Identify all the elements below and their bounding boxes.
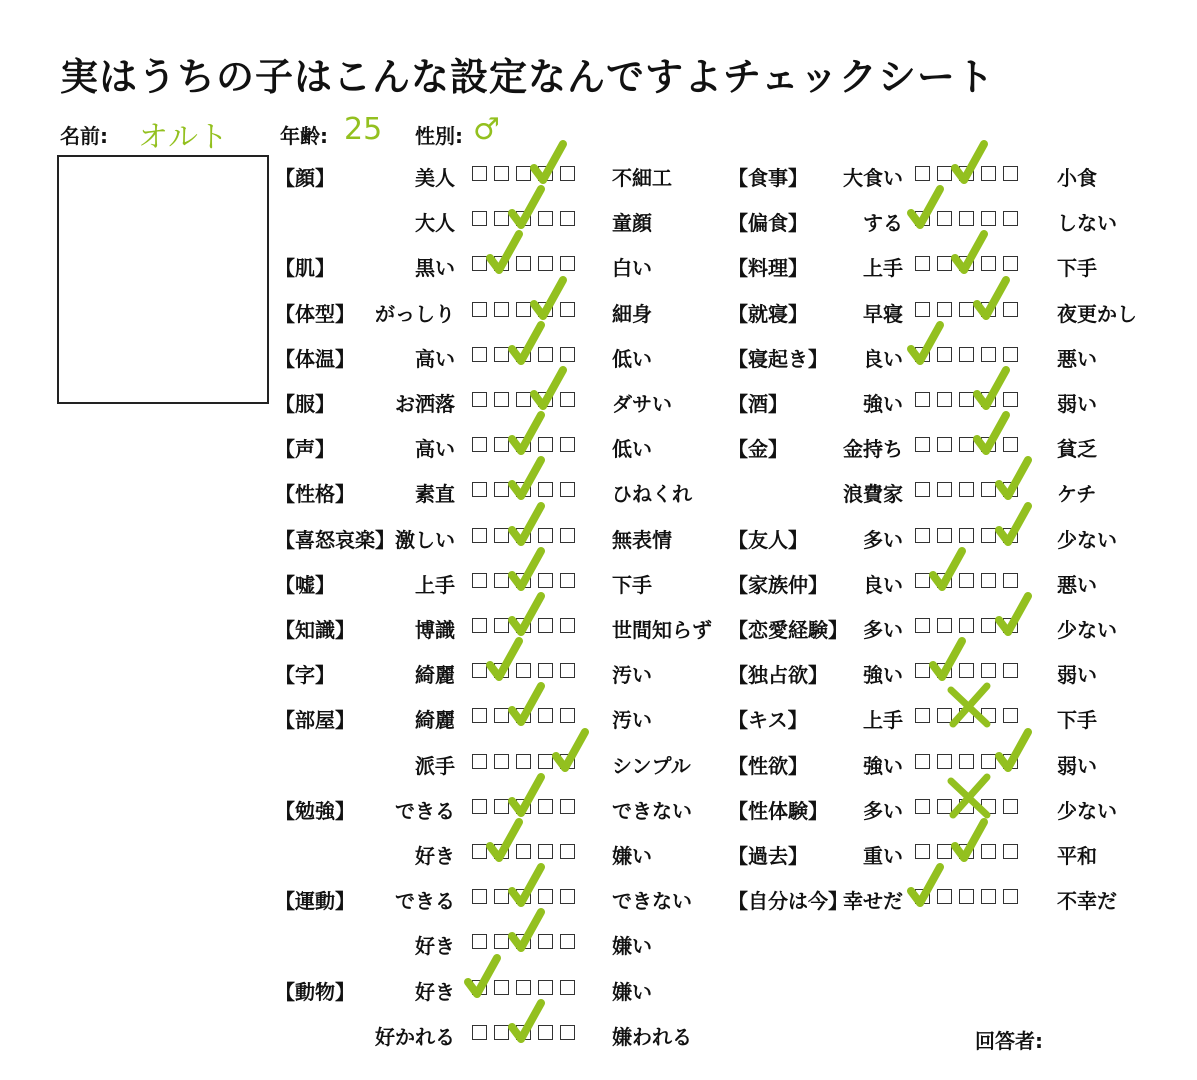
rating-boxes bbox=[915, 211, 1018, 226]
row-right-option: 少ない bbox=[1057, 527, 1117, 552]
row-category: 【喜怒哀楽】 bbox=[275, 527, 395, 552]
row-left-option: 良い bbox=[863, 346, 903, 371]
row-left-option: できる bbox=[395, 798, 455, 823]
rating-box-1[interactable] bbox=[915, 302, 930, 317]
right-checklist-row bbox=[0, 296, 1197, 324]
row-right-option: 小食 bbox=[1057, 166, 1097, 190]
rating-box-2[interactable] bbox=[494, 934, 509, 949]
row-right-option: 不細工 bbox=[612, 166, 672, 190]
row-left-option: 綺麗 bbox=[415, 708, 455, 733]
row-left-option: 好き bbox=[415, 979, 455, 1004]
rating-box-5[interactable] bbox=[560, 1025, 575, 1040]
rating-box-4[interactable] bbox=[981, 347, 996, 362]
rating-box-1[interactable] bbox=[915, 889, 930, 904]
row-category: 【運動】 bbox=[275, 889, 355, 914]
right-checklist-row bbox=[0, 522, 1197, 550]
rating-box-2[interactable] bbox=[937, 347, 952, 362]
row-category: 【体型】 bbox=[275, 301, 355, 326]
age-label: 年齢: bbox=[280, 124, 328, 148]
row-left-option: 好き bbox=[415, 844, 455, 868]
rating-boxes bbox=[472, 980, 575, 995]
row-right-option: 不幸だ bbox=[1057, 889, 1117, 914]
rating-box-4[interactable] bbox=[981, 663, 996, 678]
row-left-option: 上手 bbox=[863, 256, 903, 281]
right-checklist-row bbox=[0, 838, 1197, 866]
rating-box-2[interactable] bbox=[494, 1025, 509, 1040]
row-left-option: 金持ち bbox=[843, 437, 903, 462]
rating-box-1[interactable] bbox=[915, 211, 930, 226]
row-left-option: できる bbox=[395, 889, 455, 914]
rating-box-3[interactable] bbox=[959, 347, 974, 362]
row-left-option: 高い bbox=[415, 437, 455, 462]
row-category: 【料理】 bbox=[728, 256, 808, 281]
rating-boxes bbox=[915, 708, 1018, 723]
rating-box-2[interactable] bbox=[937, 844, 952, 859]
rating-box-1[interactable] bbox=[472, 980, 487, 995]
rating-box-1[interactable] bbox=[915, 437, 930, 452]
rating-box-5[interactable] bbox=[1003, 663, 1018, 678]
rating-boxes bbox=[915, 347, 1018, 362]
rating-box-3[interactable] bbox=[959, 302, 974, 317]
rating-box-1[interactable] bbox=[915, 708, 930, 723]
right-checklist-row bbox=[0, 748, 1197, 776]
row-left-option: 高い bbox=[415, 346, 455, 371]
rating-box-4[interactable] bbox=[981, 618, 996, 633]
row-category: 【体温】 bbox=[275, 346, 355, 371]
rating-box-4[interactable] bbox=[538, 934, 553, 949]
rating-box-1[interactable] bbox=[915, 573, 930, 588]
rating-box-2[interactable] bbox=[937, 437, 952, 452]
right-checklist-row bbox=[0, 702, 1197, 733]
row-right-option: 嫌い bbox=[612, 979, 652, 1004]
row-right-option: 低い bbox=[612, 346, 652, 371]
row-category: 【偏食】 bbox=[728, 211, 808, 236]
row-left-option: 好き bbox=[415, 934, 455, 959]
row-category: 【自分は今】 bbox=[728, 889, 848, 914]
row-right-option: 下手 bbox=[1057, 708, 1097, 733]
row-right-option: しない bbox=[1057, 211, 1117, 236]
left-checklist-row bbox=[0, 974, 1197, 1002]
rating-boxes bbox=[915, 844, 1018, 859]
rating-boxes bbox=[915, 437, 1018, 452]
row-category: 【食事】 bbox=[728, 166, 808, 190]
right-checklist-row bbox=[0, 386, 1197, 414]
row-left-option: 強い bbox=[863, 392, 903, 416]
row-right-option: シンプル bbox=[612, 753, 691, 778]
rating-box-3[interactable] bbox=[959, 166, 974, 181]
row-left-option: お洒落 bbox=[395, 392, 455, 416]
row-category: 【寝起き】 bbox=[728, 346, 828, 371]
rating-box-5[interactable] bbox=[1003, 392, 1018, 407]
rating-box-4[interactable] bbox=[981, 528, 996, 543]
right-checklist-row bbox=[0, 160, 1197, 188]
rating-box-4[interactable] bbox=[538, 1025, 553, 1040]
row-right-option: 少ない bbox=[1057, 798, 1117, 823]
row-category: 【家族仲】 bbox=[728, 572, 828, 597]
row-right-option: 低い bbox=[612, 437, 652, 462]
gender-value: ♂ bbox=[473, 112, 500, 147]
rating-box-5[interactable] bbox=[1003, 799, 1018, 814]
rating-box-2[interactable] bbox=[937, 302, 952, 317]
row-left-option: 良い bbox=[863, 572, 903, 597]
rating-box-3[interactable] bbox=[959, 799, 974, 814]
rating-box-2[interactable] bbox=[937, 482, 952, 497]
rating-box-1[interactable] bbox=[915, 482, 930, 497]
row-category: 【勉強】 bbox=[275, 798, 355, 823]
rating-box-5[interactable] bbox=[560, 934, 575, 949]
rating-boxes bbox=[915, 618, 1018, 633]
row-category: 【友人】 bbox=[728, 527, 808, 552]
row-left-option: する bbox=[863, 211, 903, 236]
rating-box-1[interactable] bbox=[915, 663, 930, 678]
row-category: 【就寝】 bbox=[728, 301, 808, 326]
rating-box-3[interactable] bbox=[959, 256, 974, 271]
row-right-option: 下手 bbox=[612, 572, 652, 597]
rating-box-1[interactable] bbox=[915, 844, 930, 859]
rating-box-4[interactable] bbox=[538, 980, 553, 995]
rating-boxes bbox=[915, 754, 1018, 769]
rating-box-2[interactable] bbox=[937, 166, 952, 181]
right-checklist-row bbox=[0, 205, 1197, 236]
rating-box-4[interactable] bbox=[981, 437, 996, 452]
rating-box-3[interactable] bbox=[516, 934, 531, 949]
rating-box-2[interactable] bbox=[937, 256, 952, 271]
rating-box-3[interactable] bbox=[516, 1025, 531, 1040]
rating-boxes bbox=[472, 934, 575, 949]
rating-boxes bbox=[472, 1025, 575, 1040]
right-checklist-row bbox=[0, 341, 1197, 369]
row-left-option: 綺麗 bbox=[415, 663, 455, 688]
row-category: 【服】 bbox=[275, 392, 335, 416]
row-left-option: 美人 bbox=[415, 166, 455, 190]
rating-box-2[interactable] bbox=[937, 618, 952, 633]
row-left-option: 浪費家 bbox=[843, 482, 903, 507]
row-right-option: 弱い bbox=[1057, 753, 1097, 778]
rating-box-5[interactable] bbox=[1003, 844, 1018, 859]
row-right-option: ケチ bbox=[1057, 482, 1097, 507]
row-left-option: 素直 bbox=[415, 482, 455, 507]
rating-boxes bbox=[915, 663, 1018, 678]
rating-box-2[interactable] bbox=[937, 889, 952, 904]
row-right-option: 世間知らず bbox=[612, 618, 712, 642]
row-left-option: 激しい bbox=[395, 527, 455, 552]
rating-box-1[interactable] bbox=[915, 166, 930, 181]
row-right-option: 汚い bbox=[612, 708, 652, 733]
rating-box-5[interactable] bbox=[1003, 302, 1018, 317]
row-right-option: 細身 bbox=[612, 301, 652, 326]
row-right-option: 悪い bbox=[1057, 572, 1097, 597]
rating-box-5[interactable] bbox=[1003, 256, 1018, 271]
rating-box-4[interactable] bbox=[981, 392, 996, 407]
rating-box-3[interactable] bbox=[959, 618, 974, 633]
row-category: 【酒】 bbox=[728, 392, 788, 416]
row-left-option: 好かれる bbox=[375, 1024, 455, 1049]
row-left-option: 上手 bbox=[415, 572, 455, 597]
row-right-option: 悪い bbox=[1057, 346, 1097, 371]
row-category: 【金】 bbox=[728, 437, 788, 462]
row-category: 【過去】 bbox=[728, 844, 808, 868]
rating-box-3[interactable] bbox=[959, 528, 974, 543]
row-right-option: 童顔 bbox=[612, 211, 652, 236]
rating-box-5[interactable] bbox=[1003, 166, 1018, 181]
row-category: 【性欲】 bbox=[728, 753, 808, 778]
rating-box-1[interactable] bbox=[915, 392, 930, 407]
right-checklist-row bbox=[0, 431, 1197, 462]
row-right-option: 無表情 bbox=[612, 527, 672, 552]
rating-box-4[interactable] bbox=[981, 708, 996, 723]
row-left-option: 強い bbox=[863, 753, 903, 778]
row-category: 【動物】 bbox=[275, 979, 355, 1004]
row-right-option: 貧乏 bbox=[1057, 437, 1097, 462]
right-checklist-row bbox=[0, 476, 1197, 507]
rating-box-2[interactable] bbox=[937, 708, 952, 723]
row-left-option: 大食い bbox=[843, 166, 903, 190]
row-right-option: 嫌い bbox=[612, 934, 652, 959]
rating-box-3[interactable] bbox=[516, 980, 531, 995]
rating-box-2[interactable] bbox=[937, 392, 952, 407]
row-left-option: 多い bbox=[863, 618, 903, 642]
rating-box-1[interactable] bbox=[915, 618, 930, 633]
row-left-option: 強い bbox=[863, 663, 903, 688]
sheet-title: 実はうちの子はこんな設定なんですよチェックシート bbox=[60, 55, 995, 99]
rating-box-3[interactable] bbox=[959, 482, 974, 497]
rating-box-2[interactable] bbox=[937, 754, 952, 769]
row-left-option: 黒い bbox=[415, 256, 455, 281]
name-label: 名前: bbox=[60, 124, 108, 148]
rating-box-1[interactable] bbox=[915, 528, 930, 543]
right-checklist-row bbox=[0, 567, 1197, 595]
row-left-option: 多い bbox=[863, 527, 903, 552]
rating-box-5[interactable] bbox=[1003, 754, 1018, 769]
rating-box-5[interactable] bbox=[1003, 528, 1018, 543]
rating-box-3[interactable] bbox=[959, 211, 974, 226]
rating-box-1[interactable] bbox=[915, 347, 930, 362]
rating-boxes bbox=[915, 799, 1018, 814]
rating-box-5[interactable] bbox=[1003, 211, 1018, 226]
rating-box-1[interactable] bbox=[915, 256, 930, 271]
rating-box-5[interactable] bbox=[1003, 618, 1018, 633]
rating-box-1[interactable] bbox=[472, 934, 487, 949]
rating-box-2[interactable] bbox=[494, 980, 509, 995]
rating-box-2[interactable] bbox=[937, 211, 952, 226]
rating-box-5[interactable] bbox=[1003, 889, 1018, 904]
answerer-label: 回答者: bbox=[975, 1029, 1043, 1053]
row-category: 【キス】 bbox=[728, 708, 808, 733]
rating-box-3[interactable] bbox=[959, 392, 974, 407]
row-category: 【恋愛経験】 bbox=[728, 618, 848, 642]
row-right-option: 少ない bbox=[1057, 618, 1117, 642]
rating-box-3[interactable] bbox=[959, 844, 974, 859]
rating-box-3[interactable] bbox=[959, 573, 974, 588]
row-category: 【字】 bbox=[275, 663, 335, 688]
right-checklist-row bbox=[0, 250, 1197, 281]
rating-box-5[interactable] bbox=[1003, 708, 1018, 723]
rating-box-4[interactable] bbox=[981, 482, 996, 497]
row-category: 【肌】 bbox=[275, 256, 335, 281]
row-left-option: がっしり bbox=[375, 301, 455, 326]
row-category: 【声】 bbox=[275, 437, 335, 462]
row-left-option: 多い bbox=[863, 798, 903, 823]
rating-box-4[interactable] bbox=[981, 844, 996, 859]
row-right-option: 嫌い bbox=[612, 844, 652, 868]
rating-box-5[interactable] bbox=[560, 980, 575, 995]
rating-box-3[interactable] bbox=[959, 889, 974, 904]
left-checklist-row bbox=[0, 928, 1197, 959]
rating-box-5[interactable] bbox=[1003, 573, 1018, 588]
rating-box-4[interactable] bbox=[981, 754, 996, 769]
row-right-option: 嫌われる bbox=[612, 1024, 692, 1049]
row-right-option: 平和 bbox=[1057, 844, 1097, 868]
right-checklist-row bbox=[0, 612, 1197, 640]
row-right-option: ダサい bbox=[612, 392, 672, 416]
rating-box-2[interactable] bbox=[937, 528, 952, 543]
rating-box-2[interactable] bbox=[937, 799, 952, 814]
rating-box-3[interactable] bbox=[959, 708, 974, 723]
rating-box-4[interactable] bbox=[981, 256, 996, 271]
age-value: 25 bbox=[344, 112, 383, 147]
rating-box-2[interactable] bbox=[937, 573, 952, 588]
row-category: 【知識】 bbox=[275, 618, 355, 642]
right-checklist-row bbox=[0, 793, 1197, 821]
row-left-option: 幸せだ bbox=[843, 889, 903, 914]
row-category: 【部屋】 bbox=[275, 708, 355, 733]
row-category: 【嘘】 bbox=[275, 572, 335, 597]
row-left-option: 早寝 bbox=[863, 301, 903, 326]
row-right-option: ひねくれ bbox=[612, 482, 692, 507]
row-left-option: 上手 bbox=[863, 708, 903, 733]
rating-box-3[interactable] bbox=[959, 437, 974, 452]
row-left-option: 重い bbox=[863, 844, 903, 868]
rating-box-3[interactable] bbox=[959, 754, 974, 769]
rating-box-5[interactable] bbox=[1003, 482, 1018, 497]
rating-box-1[interactable] bbox=[472, 1025, 487, 1040]
rating-box-4[interactable] bbox=[981, 889, 996, 904]
row-category: 【独占欲】 bbox=[728, 663, 828, 688]
rating-box-4[interactable] bbox=[981, 799, 996, 814]
rating-boxes bbox=[915, 528, 1018, 543]
row-category: 【顔】 bbox=[275, 166, 335, 190]
row-right-option: 弱い bbox=[1057, 392, 1097, 416]
rating-box-5[interactable] bbox=[1003, 437, 1018, 452]
rating-box-5[interactable] bbox=[1003, 347, 1018, 362]
rating-boxes bbox=[915, 482, 1018, 497]
right-checklist-row bbox=[0, 657, 1197, 688]
rating-boxes bbox=[915, 166, 1018, 181]
row-left-option: 派手 bbox=[415, 753, 455, 778]
rating-boxes bbox=[915, 392, 1018, 407]
rating-boxes bbox=[915, 889, 1018, 904]
row-category: 【性格】 bbox=[275, 482, 355, 507]
rating-boxes bbox=[915, 256, 1018, 271]
rating-box-1[interactable] bbox=[915, 754, 930, 769]
rating-boxes bbox=[915, 302, 1018, 317]
row-category: 【性体験】 bbox=[728, 798, 828, 823]
rating-box-4[interactable] bbox=[981, 573, 996, 588]
row-right-option: 夜更かし bbox=[1057, 301, 1137, 326]
rating-box-3[interactable] bbox=[959, 663, 974, 678]
row-right-option: できない bbox=[612, 889, 692, 914]
row-right-option: 下手 bbox=[1057, 256, 1097, 281]
rating-box-4[interactable] bbox=[981, 166, 996, 181]
gender-label: 性別: bbox=[415, 124, 463, 148]
rating-box-4[interactable] bbox=[981, 302, 996, 317]
row-left-option: 大人 bbox=[415, 211, 455, 236]
row-right-option: 弱い bbox=[1057, 663, 1097, 688]
rating-box-1[interactable] bbox=[915, 799, 930, 814]
right-checklist-row bbox=[0, 883, 1197, 914]
row-right-option: できない bbox=[612, 798, 692, 823]
row-right-option: 白い bbox=[612, 256, 652, 281]
row-right-option: 汚い bbox=[612, 663, 652, 688]
rating-box-4[interactable] bbox=[981, 211, 996, 226]
name-value: オルト bbox=[138, 120, 228, 155]
rating-box-2[interactable] bbox=[937, 663, 952, 678]
row-left-option: 博識 bbox=[415, 618, 455, 642]
rating-boxes bbox=[915, 573, 1018, 588]
